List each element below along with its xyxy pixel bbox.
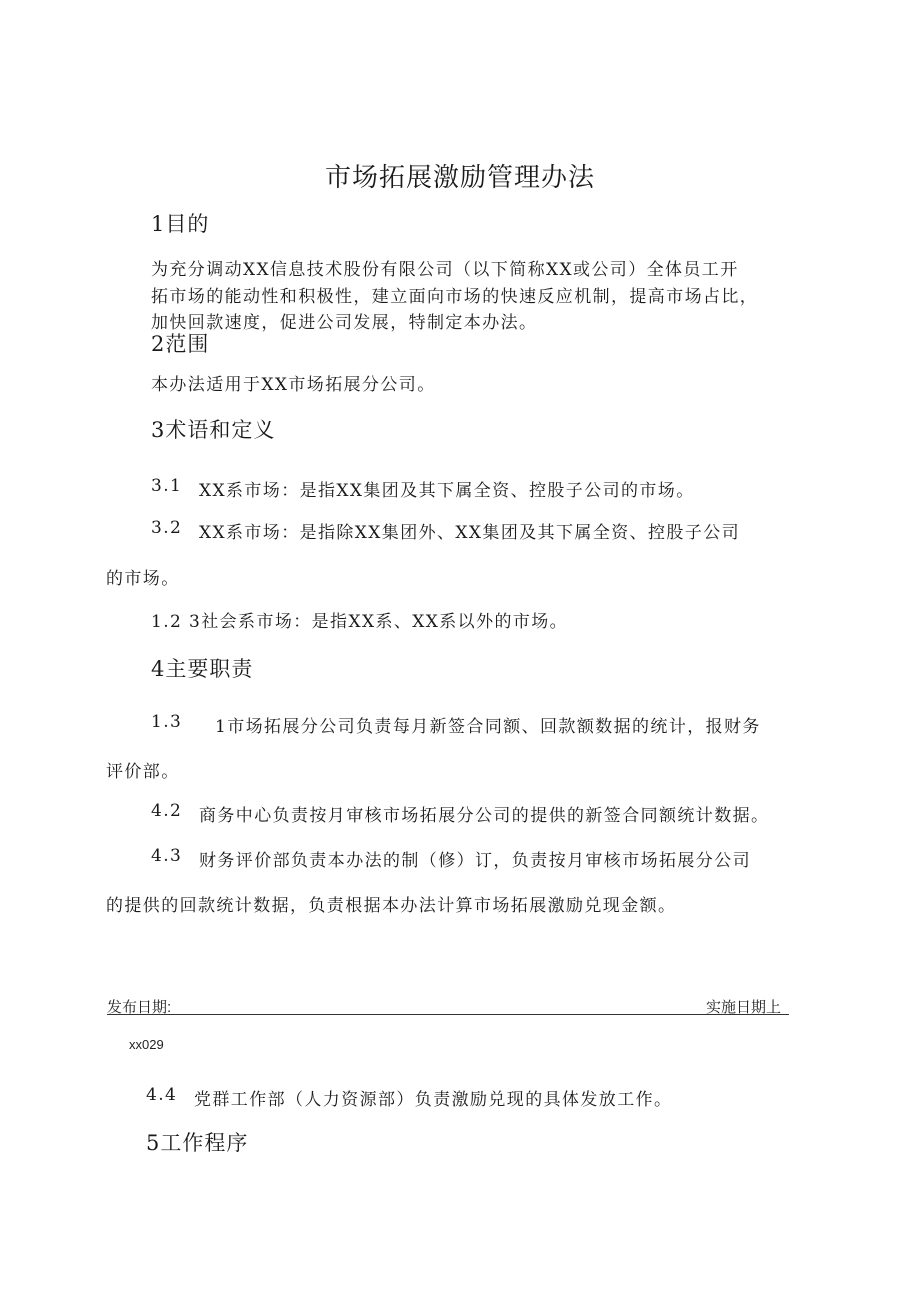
document-title: 市场拓展激励管理办法 [324,163,595,193]
clause-3-2-text: XX系市场：是指除XX集团外、XX集团及其下属全资、控股子公司 [199,523,741,543]
clause-3-1-text: XX系市场：是指XX集团及其下属全资、控股子公司的市场。 [199,481,695,501]
section-1-line-2: 拓市场的能动性和积极性，建立面向市场的快速反应机制，提高市场占比， [151,287,759,307]
footer-publish-date-label: 发布日期: [107,999,172,1016]
section-1-heading: 1目的 [151,212,210,236]
section-2-line-1: 本办法适用于XX市场拓展分公司。 [151,375,436,395]
clause-3-2-number: 3.2 [151,518,183,538]
section-2-heading: 2范围 [151,332,210,356]
clause-3-1-number: 3.1 [151,476,183,496]
clause-4-1-text: 1市场拓展分公司负责每月新签合同额、回款额数据的统计，报财务 [215,717,761,737]
section-1-line-1: 为充分调动XX信息技术股份有限公司（以下简称XX或公司）全体员工开 [151,260,739,280]
section-4-heading: 4主要职责 [151,657,254,681]
clause-4-3-number: 4.3 [151,846,183,866]
section-1-line-3: 加快回款速度，促进公司发展，特制定本办法。 [151,313,538,333]
section-5-heading: 5工作程序 [146,1131,249,1155]
clause-4-1-number: 1.3 [151,712,183,732]
clause-3-2-continuation: 的市场。 [106,569,180,589]
clause-4-2-text: 商务中心负责按月审核市场拓展分公司的提供的新签合同额统计数据。 [199,806,770,826]
clause-4-3-text: 财务评价部负责本办法的制（修）订，负责按月审核市场拓展分公司 [199,851,751,871]
clause-4-4-number: 4.4 [146,1085,178,1105]
clause-4-4-text: 党群工作部（人力资源部）负责激励兑现的具体发放工作。 [194,1090,673,1110]
footer-code: xx029 [129,1037,164,1052]
clause-4-2-number: 4.2 [151,801,183,821]
footer-effective-date-label: 实施日期上 [706,999,782,1016]
clause-3-3-text: 1.2 3社会系市场：是指XX系、XX系以外的市场。 [151,612,569,632]
footer-divider [107,1014,789,1015]
section-3-heading: 3术语和定义 [151,418,276,442]
clause-4-3-continuation: 的提供的回款统计数据，负责根据本办法计算市场拓展激励兑现金额。 [106,896,677,916]
clause-4-1-continuation: 评价部。 [106,762,180,782]
